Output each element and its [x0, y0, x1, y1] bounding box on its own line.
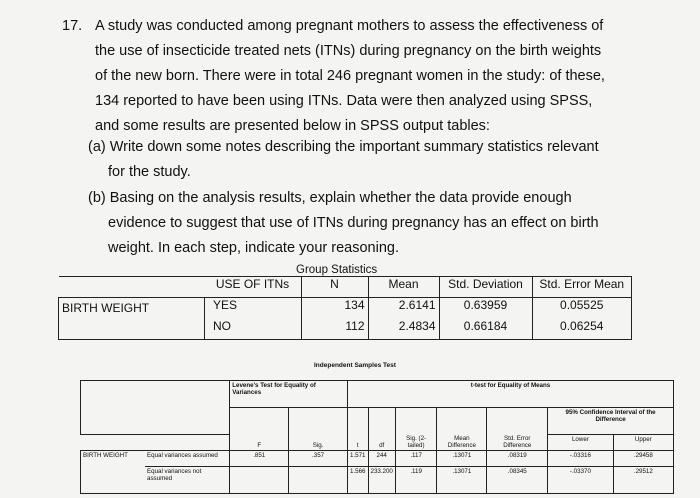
table-row [81, 466, 674, 493]
column-header: Mean [368, 277, 439, 298]
column-header: N [301, 277, 368, 298]
table-cell: 2.6141 [368, 298, 439, 319]
table-cell: -.03370 [548, 466, 613, 493]
question-line-3: of the new born. There were in total 246 pregnant women in the study: of these, [95, 68, 605, 84]
table-cell: .119 [395, 466, 436, 493]
column-header: t [348, 408, 368, 451]
table-row [81, 451, 674, 467]
ttest-header: t-test for Equality of Means [348, 381, 674, 408]
column-header: Std. Error Mean [532, 277, 632, 298]
table-row [59, 298, 632, 319]
group-statistics-table [58, 276, 632, 340]
row-sublabel: Equal variances assumed [145, 451, 230, 467]
question-line-4: 134 reported to have been using ITNs. Data were then analyzed using SPSS, [95, 93, 593, 109]
table-cell: YES [205, 298, 302, 319]
table-cell: .29512 [613, 466, 673, 493]
table-cell: .117 [395, 451, 436, 467]
table-cell: 2.4834 [368, 319, 439, 340]
column-header: F [230, 408, 289, 451]
column-header: Mean Difference [437, 408, 487, 451]
table-cell: 1.566 [348, 466, 368, 493]
table-cell: .13071 [437, 466, 487, 493]
table-cell: 1.571 [348, 451, 368, 467]
table-header-row [81, 381, 674, 408]
table-cell: 244 [368, 451, 395, 467]
table-cell: .851 [230, 451, 289, 467]
part-a-line-2: for the study. [108, 164, 191, 180]
table-cell: .357 [289, 451, 348, 467]
table-cell: .13071 [437, 451, 487, 467]
table-cell: NO [205, 319, 302, 340]
table-cell: -.03316 [548, 451, 613, 467]
column-header: Std. Deviation [439, 277, 532, 298]
independent-samples-title: Independent Samples Test [314, 362, 396, 369]
table-cell: 0.63959 [439, 298, 532, 319]
table-header-row [59, 277, 632, 298]
row-sublabel: Equal variances not assumed [145, 466, 230, 493]
table-cell: 0.05525 [532, 298, 632, 319]
group-statistics-title: Group Statistics [296, 264, 378, 276]
question-number: 17. [62, 18, 83, 34]
column-header: Lower [548, 435, 613, 451]
table-cell: .08319 [487, 451, 548, 467]
table-cell [230, 466, 289, 493]
part-b-line-2: evidence to suggest that use of ITNs during pregnancy has an effect on birth [108, 215, 599, 231]
column-header: USE OF ITNs [205, 277, 302, 298]
table-cell: 112 [301, 319, 368, 340]
table-cell: 0.66184 [439, 319, 532, 340]
question-line-1: A study was conducted among pregnant mothers to assess the effectiveness of [95, 18, 604, 34]
column-header: Upper [613, 435, 673, 451]
part-b-line-3: weight. In each step, indicate your reasoning. [108, 240, 399, 256]
levene-header: Levene's Test for Equality of Variances [230, 381, 348, 408]
question-line-5: and some results are presented below in SPSS output tables: [95, 118, 490, 134]
table-cell: 134 [301, 298, 368, 319]
ci-header: 95% Confidence Interval of the Difference [548, 408, 674, 435]
table-cell: 233.200 [368, 466, 395, 493]
column-header: Sig. (2-tailed) [395, 408, 436, 451]
row-label: BIRTH WEIGHT [59, 298, 205, 340]
part-a-line-1: (a) Write down some notes describing the important summary statistics relevant [88, 139, 599, 155]
question-line-2: the use of insecticide treated nets (ITNs) during pregnancy on the birth weights [95, 43, 602, 59]
independent-samples-table [80, 380, 674, 494]
column-header: Std. Error Difference [487, 408, 548, 451]
table-cell: .08345 [487, 466, 548, 493]
table-cell [289, 466, 348, 493]
column-header: Sig. [289, 408, 348, 451]
row-label: BIRTH WEIGHT [81, 451, 146, 494]
table-cell: 0.06254 [532, 319, 632, 340]
column-header: df [368, 408, 395, 451]
part-b-line-1: (b) Basing on the analysis results, explain whether the data provide enough [88, 190, 572, 206]
table-cell: .29458 [613, 451, 673, 467]
